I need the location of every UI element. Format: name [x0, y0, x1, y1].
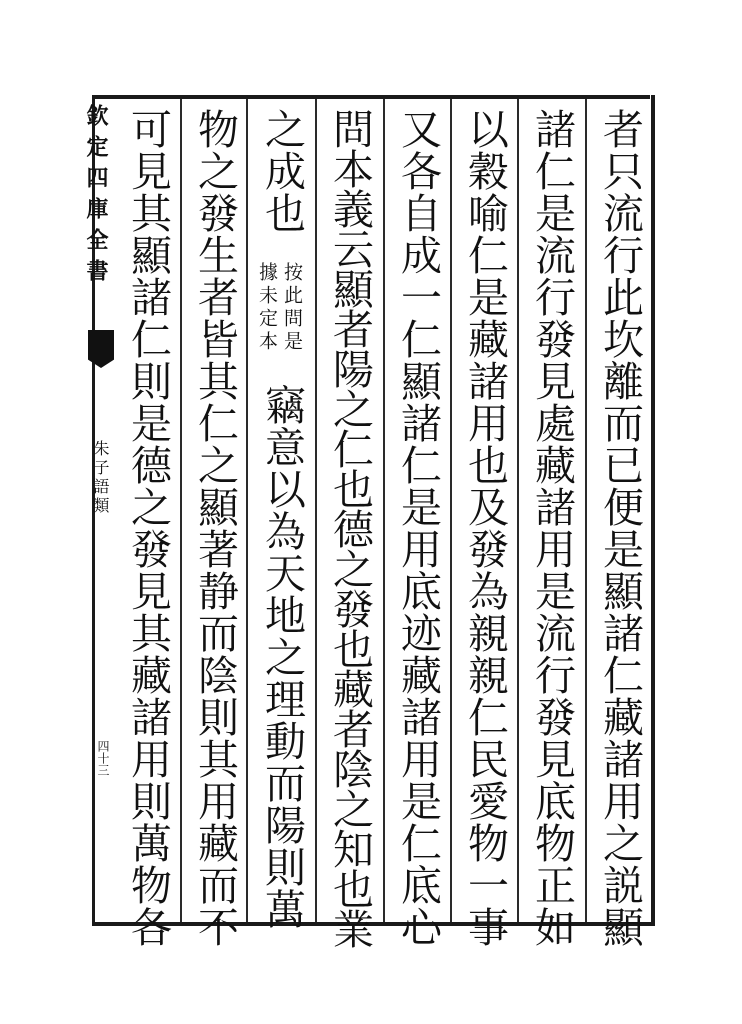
page-number: 四十三: [96, 740, 110, 776]
column-rule: [450, 99, 452, 922]
frame-right-border: [651, 95, 655, 926]
text-column-7: 物之發生者皆其仁之顯著静而陰則其用藏而不: [191, 108, 239, 948]
collection-title: 欽定四庫全書: [83, 104, 109, 290]
column-rule: [517, 99, 519, 922]
text-column-6-end: 竊意以為天地之理動而陽則萬: [258, 384, 306, 930]
text-column-4: 又各自成一仁顯諸仁是用底迹藏諸用是仁底心: [394, 108, 442, 948]
text-column-3: 以穀喻仁是藏諸用也及發為親親仁民愛物一事: [461, 108, 509, 948]
text-column-5: 問本義云顯者陽之仁也德之發也藏者陰之知也業: [326, 108, 374, 948]
text-column-1: 者只流行此坎離而已便是顯諸仁藏諸用之説顯: [596, 108, 644, 948]
column-rule: [383, 99, 385, 922]
text-column-2: 諸仁是流行發見處藏諸用是流行發見底物正如: [528, 108, 576, 948]
column-rule: [315, 99, 317, 922]
column-rule: [585, 99, 587, 922]
book-title: 朱子語類: [91, 440, 110, 516]
text-column-8: 可見其顯諸仁則是德之發見其藏諸用則萬物各: [124, 108, 172, 948]
annotation-note-line-1: 按此問是: [281, 262, 303, 354]
text-column-6-start: 之成也: [258, 108, 306, 234]
annotation-note-line-2: 據未定本: [256, 262, 278, 354]
frame-top-border: [95, 95, 650, 99]
column-rule: [246, 99, 248, 922]
column-rule: [180, 99, 182, 922]
